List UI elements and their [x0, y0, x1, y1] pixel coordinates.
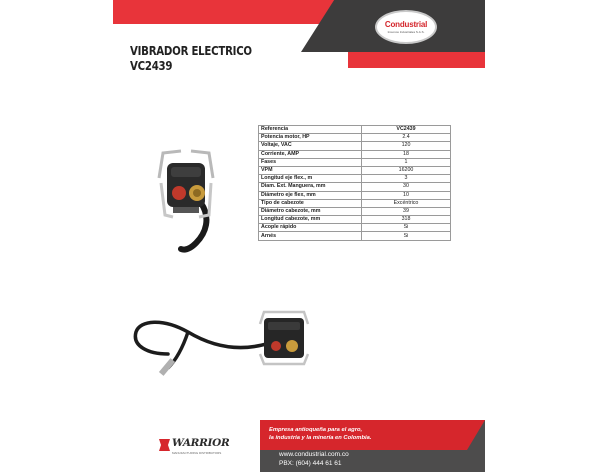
spec-row — [259, 207, 451, 215]
spec-label: Corriente, AMP — [259, 150, 362, 158]
spec-label: Diámetro cabezote, mm — [259, 207, 362, 215]
spec-row — [259, 232, 451, 240]
spec-value: Si — [362, 232, 451, 240]
warrior-wordmark: WARRIOR — [172, 437, 230, 449]
phone-number: PBX: (604) 444 61 61 — [279, 459, 342, 467]
logo-wordmark: Condustrial — [384, 20, 428, 29]
spec-label: Longitud eje flex., m — [259, 175, 362, 183]
footer-tagline — [269, 427, 371, 442]
logo-subtext: Insumos Industriales S.A.S. — [387, 30, 425, 34]
spec-label: Tipo de cabezote — [259, 199, 362, 207]
spec-value: 30 — [362, 183, 451, 191]
spec-row — [259, 150, 451, 158]
product-title — [130, 44, 252, 74]
website-link[interactable]: www.condustrial.com.co — [279, 451, 349, 458]
spec-value: VC2439 — [362, 126, 451, 134]
spec-table — [258, 125, 451, 241]
warrior-logo — [158, 436, 232, 460]
spec-label: Potencia motor, HP — [259, 134, 362, 142]
spec-value: 3 — [362, 175, 451, 183]
spec-label: Diam. Ext. Manguera, mm — [259, 183, 362, 191]
spec-row — [259, 158, 451, 166]
spec-row — [259, 191, 451, 199]
product-sheet — [113, 0, 485, 472]
spec-value: 39 — [362, 207, 451, 215]
vibrator-full-image — [128, 302, 313, 387]
spec-value: 10 — [362, 191, 451, 199]
spec-row — [259, 142, 451, 150]
warrior-subtext: MANUFACTURING DISTRIBUTORS — [172, 451, 222, 455]
spec-row — [259, 175, 451, 183]
spec-value: 120 — [362, 142, 451, 150]
spec-value: 2.4 — [362, 134, 451, 142]
header-red-accent — [348, 52, 485, 68]
condustrial-logo — [375, 10, 437, 44]
warrior-emblem-icon — [158, 438, 171, 452]
tagline-line2: la industria y la minería en Colombia. — [269, 434, 372, 441]
spec-label: VPM — [259, 166, 362, 174]
vibrator-motor-image — [151, 143, 221, 253]
spec-label: Longitud cabezote, mm — [259, 216, 362, 224]
spec-value: Si — [362, 224, 451, 232]
product-title-line1: VIBRADOR ELECTRICO — [130, 44, 252, 58]
spec-label: Arnés — [259, 232, 362, 240]
spec-row — [259, 183, 451, 191]
spec-row — [259, 216, 451, 224]
spec-label: Referencia — [259, 126, 362, 134]
spec-value: 18 — [362, 150, 451, 158]
spec-row — [259, 166, 451, 174]
spec-header-row — [259, 126, 451, 134]
spec-value: Excéntrico — [362, 199, 451, 207]
spec-value: 1 — [362, 158, 451, 166]
footer-contact — [279, 451, 349, 468]
spec-label: Fases — [259, 158, 362, 166]
spec-row — [259, 224, 451, 232]
spec-value: 16200 — [362, 166, 451, 174]
spec-value: 318 — [362, 216, 451, 224]
spec-row — [259, 134, 451, 142]
spec-label: Voltaje, VAC — [259, 142, 362, 150]
spec-label: Acople rápido — [259, 224, 362, 232]
spec-label: Diámetro eje flex, mm — [259, 191, 362, 199]
tagline-line1: Empresa antioqueña para el agro, — [269, 427, 363, 433]
product-model: VC2439 — [130, 59, 173, 73]
spec-row — [259, 199, 451, 207]
